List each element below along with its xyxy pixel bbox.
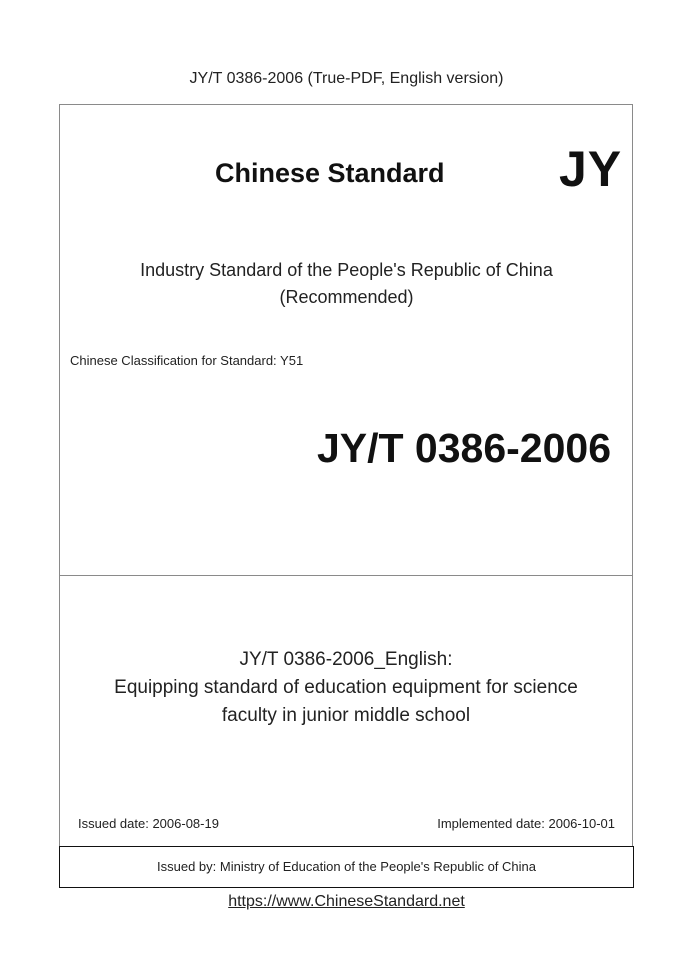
website-link[interactable]: https://www.ChineseStandard.net — [228, 893, 465, 910]
page-header: JY/T 0386-2006 (True-PDF, English version) — [189, 70, 504, 87]
document-title-line-3: faculty in junior middle school — [221, 705, 471, 726]
issuer-text: Issued by: Ministry of Education of the People's Republic of China — [157, 859, 536, 874]
issuer-box — [59, 846, 634, 888]
standard-heading: Chinese Standard — [215, 158, 445, 188]
recommended-label: (Recommended) — [279, 287, 414, 307]
standard-number: JY/T 0386-2006 — [316, 425, 611, 471]
standard-mark: JY — [559, 141, 623, 197]
classification-text: Chinese Classification for Standard: Y51 — [70, 353, 304, 368]
industry-standard-line: Industry Standard of the People's Republic of China — [140, 260, 553, 280]
implemented-date: Implemented date: 2006-10-01 — [437, 816, 615, 831]
issued-date: Issued date: 2006-08-19 — [78, 816, 219, 831]
document-title-line-2: Equipping standard of education equipment for science — [114, 677, 578, 698]
document-title-line-1: JY/T 0386-2006_English: — [239, 649, 453, 670]
